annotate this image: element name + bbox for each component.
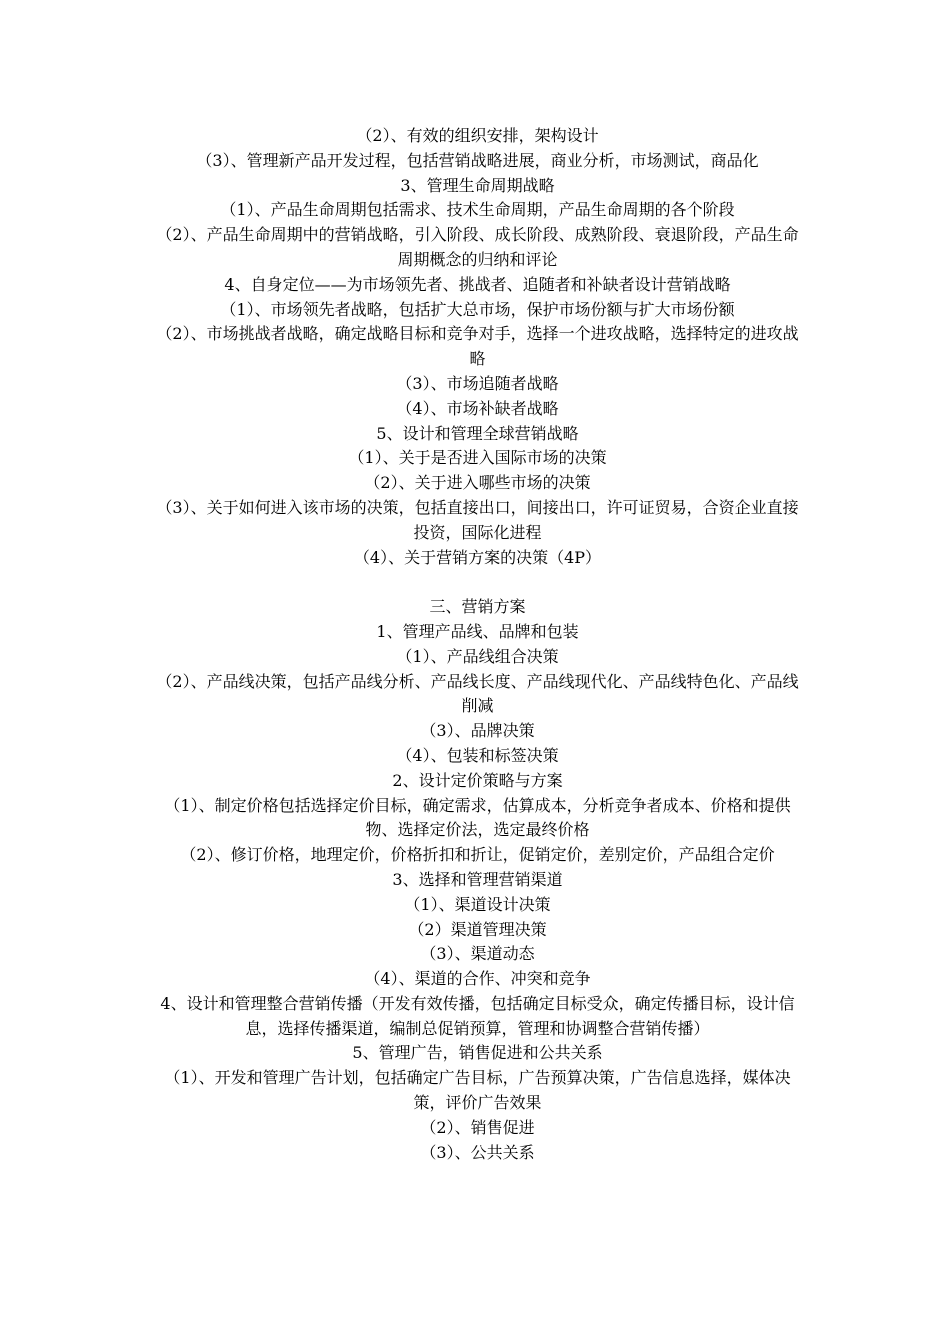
blank-line	[150, 570, 805, 595]
text-line: （1）、产品生命周期包括需求、技术生命周期，产品生命周期的各个阶段	[220, 200, 735, 220]
text-line: （2）、产品线决策，包括产品线分析、产品线长度、产品线现代化、产品线特色化、产品线削减	[156, 671, 799, 716]
section-heading: 5、设计和管理全球营销战略	[376, 423, 579, 443]
section-heading: 4、自身定位——为市场领先者、挑战者、追随者和补缺者设计营销战略	[224, 274, 731, 294]
text-line: （2）渠道管理决策	[408, 919, 547, 939]
section-heading: 2、设计定价策略与方案	[392, 770, 563, 790]
section-heading: 3、选择和管理营销渠道	[392, 869, 563, 889]
text-line: （3）、公共关系	[420, 1142, 535, 1162]
text-line: （1）、关于是否进入国际市场的决策	[348, 448, 607, 468]
section-heading: 1、管理产品线、品牌和包装	[376, 621, 579, 641]
text-line: （2）、关于进入哪些市场的决策	[364, 473, 591, 493]
text-line: （2）、产品生命周期中的营销战略，引入阶段、成长阶段、成熟阶段、衰退阶段，产品生命周期概念的归纳和评论	[156, 225, 799, 269]
text-line: （1）、制定价格包括选择定价目标，确定需求，估算成本，分析竞争者成本、价格和提供物、选择定价法，选定最终价格	[164, 795, 791, 840]
text-line: （1）、市场领先者战略，包括扩大总市场，保护市场份额与扩大市场份额	[220, 299, 735, 319]
text-line: （4）、渠道的合作、冲突和竞争	[364, 969, 591, 989]
text-line: （4）、包装和标签决策	[396, 745, 559, 765]
text-line: （3）、关于如何进入该市场的决策，包括直接出口，间接出口，许可证贸易，合资企业直接投资，国际化进程	[156, 497, 799, 542]
text-line: （2）、修订价格，地理定价，价格折扣和折让，促销定价，差别定价，产品组合定价	[180, 845, 775, 865]
text-line: （1）、渠道设计决策	[404, 894, 551, 914]
text-line: （2）、有效的组织安排，架构设计	[356, 126, 599, 145]
text-line: （2）、销售促进	[420, 1117, 535, 1137]
text-line: （3）、市场追随者战略	[396, 373, 559, 393]
document-page	[150, 124, 805, 1165]
text-line: （3）、管理新产品开发过程，包括营销战略进展，商业分析，市场测试，商品化	[196, 150, 759, 170]
text-line: （3）、渠道动态	[420, 944, 535, 964]
text-line: （2）、市场挑战者战略，确定战略目标和竞争对手，选择一个进攻战略，选择特定的进攻战略	[156, 324, 799, 369]
text-line: （4）、关于营销方案的决策（4P）	[353, 547, 602, 567]
section-heading: 4、设计和管理整合营销传播（开发有效传播，包括确定目标受众，确定传播目标，设计信息，选择传播渠道，编制总促销预算，管理和协调整合营销传播）	[160, 993, 795, 1038]
chapter-heading: 三、营销方案	[429, 597, 526, 617]
text-line: （1）、开发和管理广告计划，包括确定广告目标，广告预算决策，广告信息选择，媒体决策，评价广告效果	[164, 1068, 791, 1113]
section-heading: 5、管理广告，销售促进和公共关系	[352, 1043, 603, 1063]
text-line: （1）、产品线组合决策	[396, 646, 559, 666]
section-heading: 3、管理生命周期战略	[400, 175, 555, 195]
text-line: （3）、品牌决策	[420, 721, 535, 741]
text-line: （4）、市场补缺者战略	[396, 398, 559, 418]
